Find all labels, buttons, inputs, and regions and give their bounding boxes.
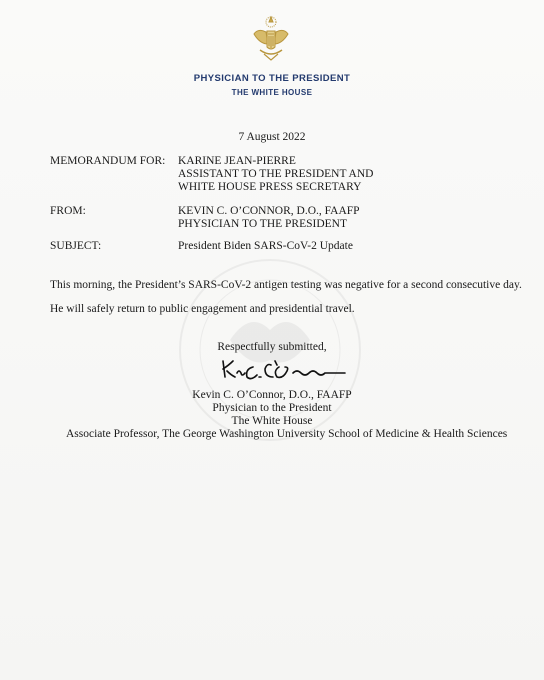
- memo-for-line: WHITE HOUSE PRESS SECRETARY: [178, 181, 362, 193]
- letterhead-subtitle: THE WHITE HOUSE: [231, 88, 313, 97]
- from-label: FROM:: [50, 205, 86, 217]
- memo-for-line: KARINE JEAN-PIERRE: [178, 155, 296, 167]
- closing-salutation: Respectfully submitted,: [217, 341, 327, 353]
- memo-for-line: ASSISTANT TO THE PRESIDENT AND: [178, 168, 374, 180]
- signature-image: [215, 355, 355, 385]
- memo-date: 7 August 2022: [238, 131, 306, 143]
- from-line: PHYSICIAN TO THE PRESIDENT: [178, 218, 348, 230]
- letterhead-title: PHYSICIAN TO THE PRESIDENT: [193, 73, 351, 84]
- from-line: KEVIN C. O’CONNOR, D.O., FAAFP: [178, 205, 360, 217]
- signer-name: Kevin C. O’Connor, D.O., FAAFP: [192, 389, 352, 401]
- from-value: [178, 205, 360, 231]
- presidential-seal-icon: [246, 14, 296, 64]
- signer-affiliation: Associate Professor, The George Washington University School of Medicine & Health Sciences: [66, 428, 508, 440]
- memo-for-value: [178, 155, 373, 194]
- body-paragraph-1: This morning, the President’s SARS-CoV-2 antigen testing was negative for a second consecutive day.: [50, 279, 522, 291]
- signer-title: Physician to the President: [212, 402, 332, 414]
- memo-for-label: MEMORANDUM FOR:: [50, 155, 166, 167]
- subject-value: President Biden SARS-CoV-2 Update: [178, 240, 353, 252]
- subject-label: SUBJECT:: [50, 240, 102, 252]
- signer-org: The White House: [231, 415, 313, 427]
- body-paragraph-2: He will safely return to public engagement and presidential travel.: [50, 303, 355, 315]
